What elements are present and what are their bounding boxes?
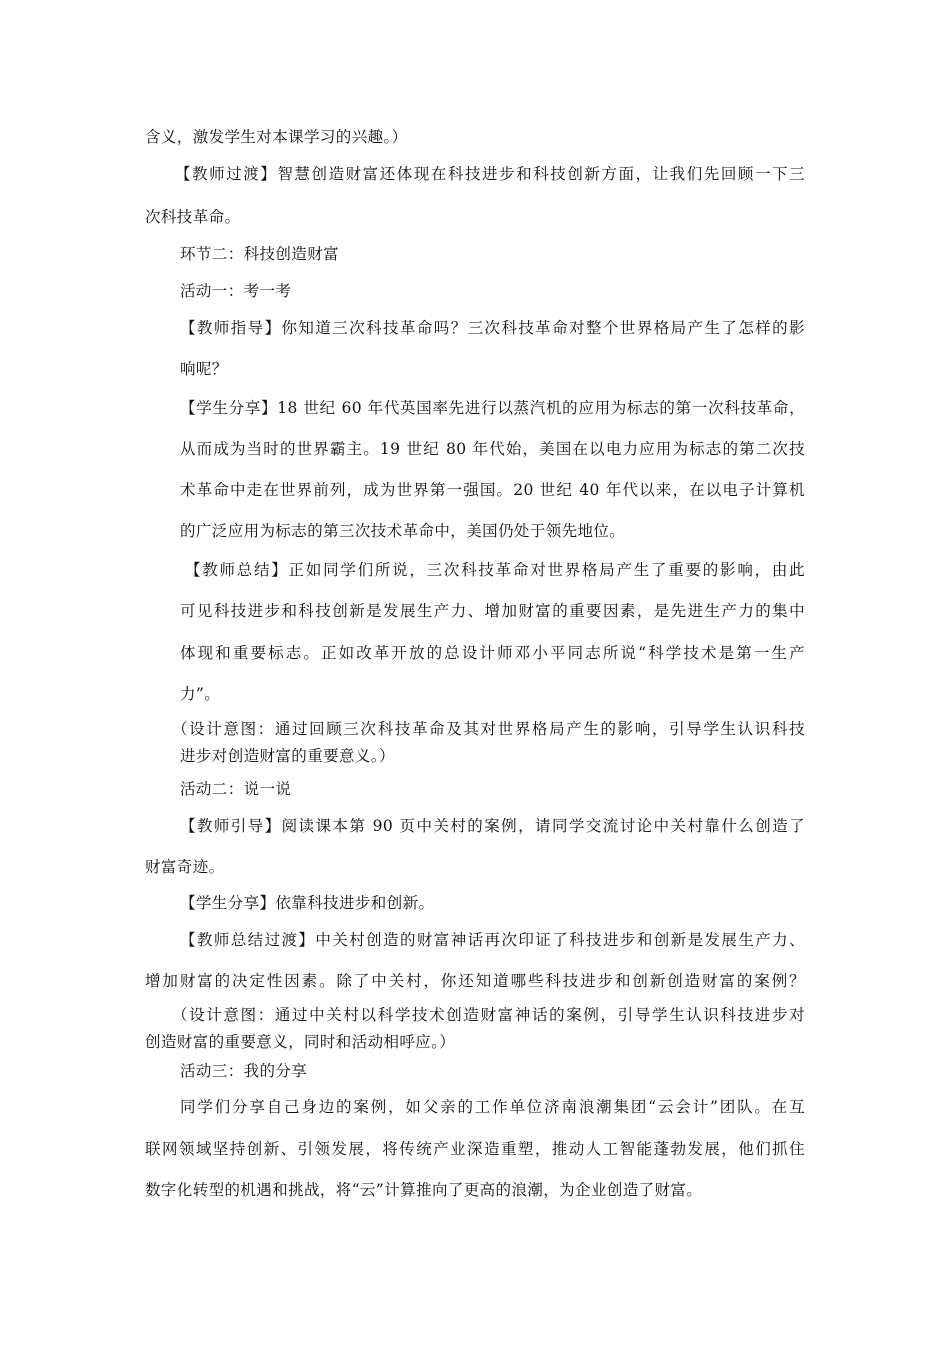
text-line: 联网领域坚持创新、引领发展，将传统产业深造重塑，推动人工智能蓬勃发展，他们抓住	[145, 1140, 805, 1158]
text-line: 次科技革命。	[145, 208, 241, 226]
text-line: 【教师引导】阅读课本第 90 页中关村的案例，请同学交流讨论中关村靠什么创造了	[180, 817, 805, 835]
text-line: 财富奇迹。	[145, 858, 225, 876]
text-line: 体现和重要标志。正如改革开放的总设计师邓小平同志所说“科学技术是第一生产	[180, 644, 805, 662]
activity-heading: 活动一：考一考	[180, 282, 292, 300]
text-line: 【学生分享】依靠科技进步和创新。	[180, 894, 435, 912]
text-line: 【教师总结】正如同学们所说，三次科技革命对世界格局产生了重要的影响，由此	[185, 561, 805, 579]
text-line: 【学生分享】18 世纪 60 年代英国率先进行以蒸汽机的应用为标志的第一次科技革命，	[180, 399, 805, 417]
design-intent-line: 进步对创造财富的重要意义。）	[180, 747, 395, 765]
text-line: 从而成为当时的世界霸主。19 世纪 80 年代始，美国在以电力应用为标志的第二次技	[180, 440, 805, 458]
design-intent-line: （设计意图：通过中关村以科学技术创造财富神话的案例，引导学生认识科技进步对	[172, 1006, 805, 1024]
text-line: 【教师过渡】智慧创造财富还体现在科技进步和科技创新方面，让我们先回顾一下三	[175, 165, 805, 183]
text-line: 【教师指导】你知道三次科技革命吗？三次科技革命对整个世界格局产生了怎样的影	[180, 319, 805, 337]
text-line: 的广泛应用为标志的第三次技术革命中，美国仍处于领先地位。	[180, 522, 626, 540]
text-line: 【教师总结过渡】中关村创造的财富神话再次印证了科技进步和创新是发展生产力、	[180, 931, 805, 949]
text-line: 增加财富的决定性因素。除了中关村，你还知道哪些科技进步和创新创造财富的案例？	[145, 972, 805, 990]
text-line: 含义，激发学生对本课学习的兴趣。）	[145, 128, 408, 146]
text-line: 响呢？	[180, 360, 228, 378]
design-intent-line: （设计意图：通过回顾三次科技革命及其对世界格局产生的影响，引导学生认识科技	[172, 720, 805, 738]
text-line: 数字化转型的机遇和挑战，将“云”计算推向了更高的浪潮，为企业创造了财富。	[145, 1181, 703, 1199]
design-intent-line: 创造财富的重要意义，同时和活动相呼应。）	[145, 1033, 456, 1051]
activity-heading: 活动二：说一说	[180, 780, 292, 798]
section-heading: 环节二：科技创造财富	[180, 245, 340, 263]
text-line: 术革命中走在世界前列，成为世界第一强国。20 世纪 40 年代以来，在以电子计算机	[180, 481, 805, 499]
text-line: 力”。	[180, 685, 221, 703]
text-line: 可见科技进步和科技创新是发展生产力、增加财富的重要因素，是先进生产力的集中	[180, 602, 805, 620]
activity-heading: 活动三：我的分享	[180, 1062, 308, 1080]
text-line: 同学们分享自己身边的案例，如父亲的工作单位济南浪潮集团“云会计”团队。在互	[180, 1098, 805, 1116]
